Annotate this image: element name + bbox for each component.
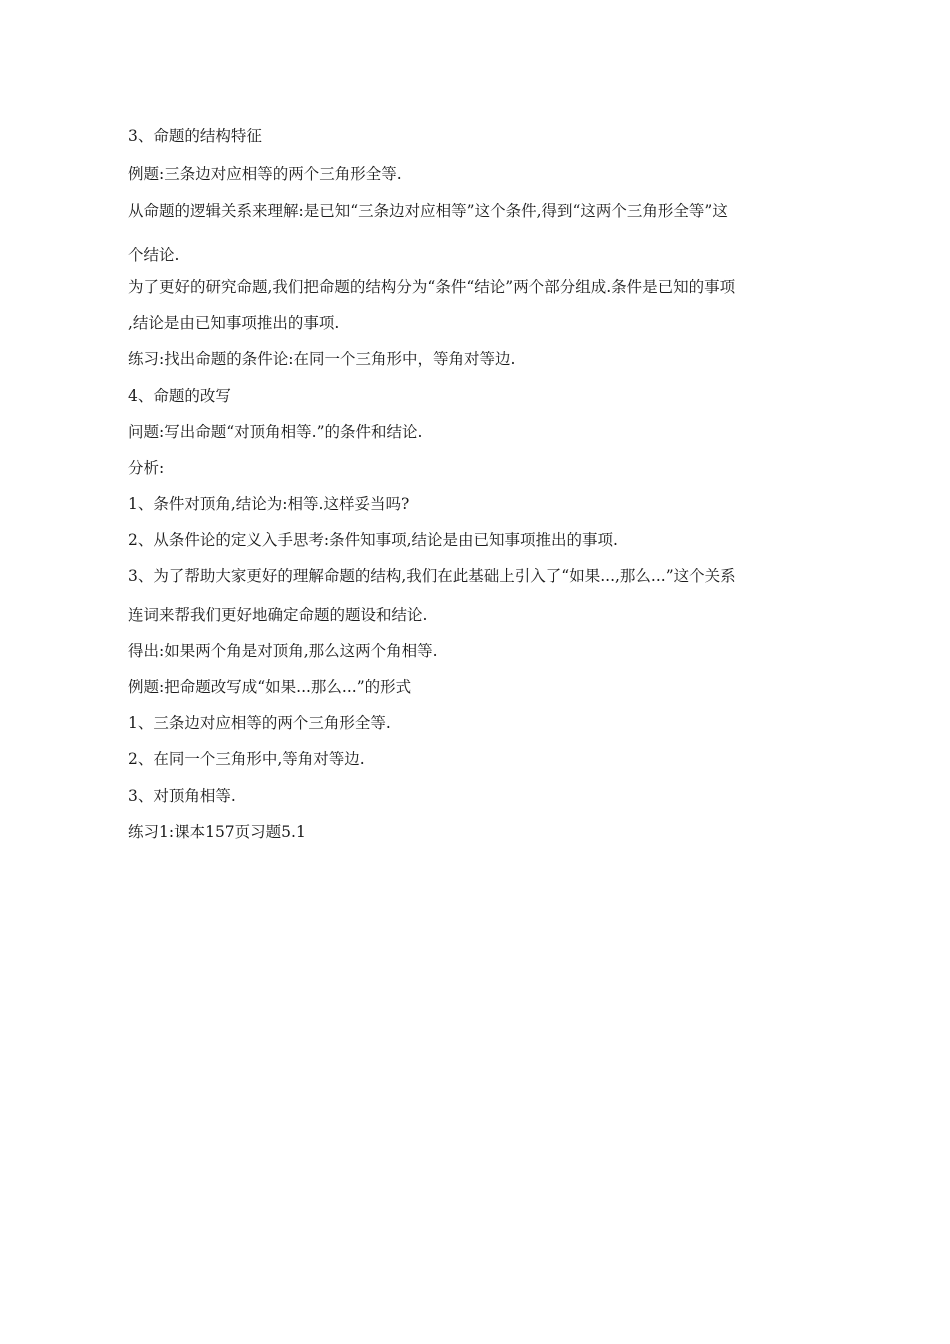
list-item: 2、从条件论的定义入手思考:条件知事项,结论是由已知事项推出的事项. xyxy=(128,531,618,549)
analysis-label: 分析: xyxy=(128,459,165,477)
example-paragraph: 例题:三条边对应相等的两个三角形全等. xyxy=(128,165,402,183)
conclusion-paragraph: 得出:如果两个角是对顶角,那么这两个角相等. xyxy=(128,642,438,660)
exercise-paragraph: 练习1:课本157页习题5.1 xyxy=(128,823,306,841)
question-paragraph: 问题:写出命题“对顶角相等.”的条件和结论. xyxy=(128,423,423,441)
exercise-paragraph: 练习:找出命题的条件论:在同一个三角形中，等角对等边. xyxy=(128,350,516,368)
section-heading-structure: 3、命题的结构特征 xyxy=(128,127,262,145)
paragraph-line: 个结论. xyxy=(128,246,180,264)
example-paragraph: 例题:把命题改写成“如果...那么...”的形式 xyxy=(128,678,412,696)
list-item: 2、在同一个三角形中,等角对等边. xyxy=(128,750,365,768)
list-item: 1、条件对顶角,结论为:相等.这样妥当吗? xyxy=(128,495,410,513)
paragraph-line: ,结论是由已知事项推出的事项. xyxy=(128,314,340,332)
paragraph-line: 连词来帮我们更好地确定命题的题设和结论. xyxy=(128,606,428,624)
list-item: 3、对顶角相等. xyxy=(128,787,236,805)
paragraph-line: 为了更好的研究命题,我们把命题的结构分为“条件“结论”两个部分组成.条件是已知的事项 xyxy=(128,278,736,296)
section-heading-rewrite: 4、命题的改写 xyxy=(128,387,231,405)
list-item: 3、为了帮助大家更好的理解命题的结构,我们在此基础上引入了“如果...,那么...”这个关系 xyxy=(128,567,736,585)
paragraph-line: 从命题的逻辑关系来理解:是已知“三条边对应相等”这个条件,得到“这两个三角形全等”这 xyxy=(128,202,728,220)
list-item: 1、三条边对应相等的两个三角形全等. xyxy=(128,714,391,732)
